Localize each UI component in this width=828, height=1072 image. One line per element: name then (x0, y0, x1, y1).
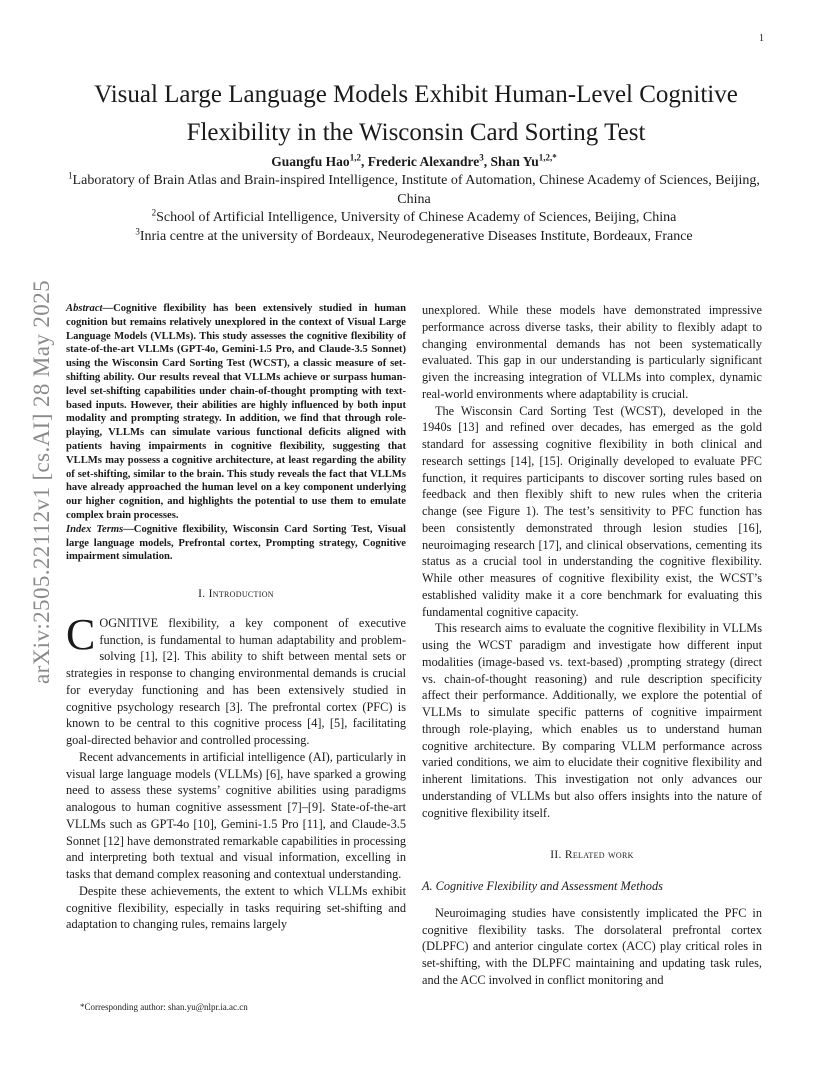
left-column (66, 302, 406, 933)
section-title: Related work (564, 849, 634, 862)
abstract-label: Abstract (66, 303, 103, 314)
subsection-heading: A. Cognitive Flexibility and Assessment Methods (422, 879, 663, 893)
author-sup: 1,2,* (538, 152, 557, 163)
affiliation-1 (66, 172, 762, 209)
section-heading-related-work (422, 847, 762, 864)
author-sup: 1,2 (349, 152, 361, 163)
intro-lead-word: OGNITIVE (99, 615, 159, 630)
affiliation-text: Inria centre at the university of Bordeaux, Neurodegenerative Diseases Institute, Bordeaux, France (139, 228, 693, 244)
title-line-1: Visual Large Language Models Exhibit Human-Level Cognitive (94, 81, 738, 108)
section-title: Introduction (208, 588, 274, 601)
author-sep: , (483, 154, 491, 169)
right-paragraph-2: The Wisconsin Card Sorting Test (WCST), developed in the 1940s [13] and refined over decades, has emerged as the gold standard for assessing cognitive flexibility in both clinical and research settings [14], [15]. Originally developed to evaluate PFC function, it requires participants to discover sorting rules based on feedback and then flexibly shift to new rules when the criteria change (see Figure 1). The test’s sensitivity to PFC function has been consistently demonstrated through lesion studies [16], neuroimaging research [17], and clinical observations, cementing its status as a crucial tool in understanding the cognitive flexibility. While other measures of cognitive flexibility exist, the WCST’s established validity make it a core benchmark for evaluating this fundamental cognitive capacity. (422, 403, 762, 619)
intro-p1-text: flexibility, a key component of executive function, is fundamental to human adaptability and problem-solving [1], [2]. This ability to shift between mental sets or strategies in response to changing environmental demands is crucial for everyday functioning and has been extensively studied in cognitive psychology research [3]. The prefrontal cortex (PFC) is known to be central to this cognitive process [4], [5], facilitating goal-directed behavior and controlled processing. (66, 615, 406, 748)
intro-paragraph-1 (66, 609, 406, 749)
abstract (66, 302, 406, 523)
right-paragraph-3: This research aims to evaluate the cognitive flexibility in VLLMs using the WCST paradigm and investigate how different input modalities (image-based vs. text-based) ,prompting strategy (direct vs. chain-of-thought reasoning) and rule description specificity affect their performance. Additionally, we explore the potential of VLLMs to simulate specific patterns of cognitive impairment through role-playing, which enables us to understand human cognitive architecture. By comparing VLLM performance across varied conditions, we aim to elucidate their cognitive flexibility and inherent limitations. This investigation not only advances our understanding of VLLMs but also offers insights into the nature of cognitive flexibility itself. (422, 621, 762, 820)
abstract-text: —Cognitive flexibility has been extensively studied in human cognition but remains relatively unexplored in the context of Visual Large Language Models (VLLMs). This study assesses the cognitive flexibility of state-of-the-art VLLMs (GPT-4o, Gemini-1.5 Pro, and Claude-3.5 Sonnet) using the Wisconsin Card Sorting Test (WCST), a classic measure of set-shifting ability. Our results reveal that VLLMs achieve or surpass human-level set-shifting capabilities under chain-of-thought prompting with text-based inputs. However, their abilities are highly influenced by both input modality and prompting strategy. In addition, we find that through role-playing, VLLMs can simulate various functional deficits aligned with patients having impairments in cognitive flexibility, suggesting that VLLMs may possess a cognitive architecture, at least regarding the ability of set-shifting, similar to the brain. This study reveals the fact that VLLMs have already approached the human level on a key component underlying our higher cognition, and highlights the potential to use them to emulate complex brain processes. (66, 303, 406, 521)
index-terms-text: —Cognitive flexibility, Wisconsin Card Sorting Test, Visual large language models, Prefrontal cortex, Prompting strategy, Cognitive impairment simulation. (66, 523, 406, 563)
section-heading-introduction (66, 586, 406, 603)
title-line-2: Flexibility in the Wisconsin Card Sorting Test (186, 119, 646, 146)
corresponding-author-footnote: *Corresponding author: shan.yu@nlpr.ia.ac.cn (80, 1002, 248, 1012)
intro-paragraph-3: Despite these achievements, the extent to which VLLMs exhibit cognitive flexibility, especially in tasks requiring set-shifting and adaptation to changing rules, remains largely (66, 883, 406, 932)
right-paragraph-1: unexplored. While these models have demonstrated impressive performance across diverse tasks, their ability to flexibly adapt to changing environmental demands has not been systematically evaluated. This gap in our understanding is particularly significant given the increasing integration of VLLMs into complex, dynamic real-world environments where adaptability is crucial. (422, 303, 762, 401)
intro-paragraph-2: Recent advancements in artificial intelligence (AI), particularly in visual large language models (VLLMs) [6], have sparked a growing need to assess these systems’ cognitive abilities using paradigms analogous to human cognitive assessment [7]–[9]. State-of-the-art VLLMs such as GPT-4o [10], Gemini-1.5 Pro [11], and Claude-3.5 Sonnet [12] have demonstrated remarkable capabilities in processing and interpreting both textual and visual information, excelling in tasks that demand complex reasoning and contextual understanding. (66, 749, 406, 882)
index-terms-label: Index Terms (66, 523, 124, 535)
author-name: Frederic Alexandre (367, 154, 480, 169)
author-sup: 3 (479, 152, 484, 163)
page-number: 1 (759, 33, 764, 44)
section-number: II. (550, 849, 565, 862)
affiliation-sup: 2 (151, 207, 157, 218)
author-name: Shan Yu (490, 154, 539, 169)
affiliations (66, 172, 762, 246)
affiliation-sup: 1 (68, 170, 73, 181)
arxiv-id: arXiv:2505.22112v1 [cs.AI] 28 May 2025 (29, 279, 54, 685)
right-column (422, 302, 762, 989)
paper-title (80, 76, 752, 152)
arxiv-stamp (24, 279, 60, 685)
drop-cap: C (66, 609, 96, 659)
affiliation-text: School of Artificial Intelligence, University of Chinese Academy of Sciences, Beijing, China (156, 210, 677, 225)
affiliation-sup: 3 (135, 225, 140, 236)
affiliation-2 (66, 209, 762, 228)
author-list (66, 154, 762, 170)
author-sep: , (360, 154, 368, 169)
index-terms (66, 523, 406, 564)
section-number: I. (198, 588, 209, 601)
author-name: Guangfu Hao (271, 154, 350, 169)
right-paragraph-4: Neuroimaging studies have consistently implicated the PFC in cognitive flexibility tasks. The dorsolateral prefrontal cortex (DLPFC) and anterior cingulate cortex (ACC) play critical roles in set-shifting, with the DLPFC maintaining and updating task rules, and the ACC involved in conflict monitoring and (422, 905, 762, 987)
affiliation-3 (66, 225, 762, 247)
affiliation-text: Laboratory of Brain Atlas and Brain-inspired Intelligence, Institute of Automation, Chinese Academy of Sciences, Beijing, China (72, 173, 760, 207)
